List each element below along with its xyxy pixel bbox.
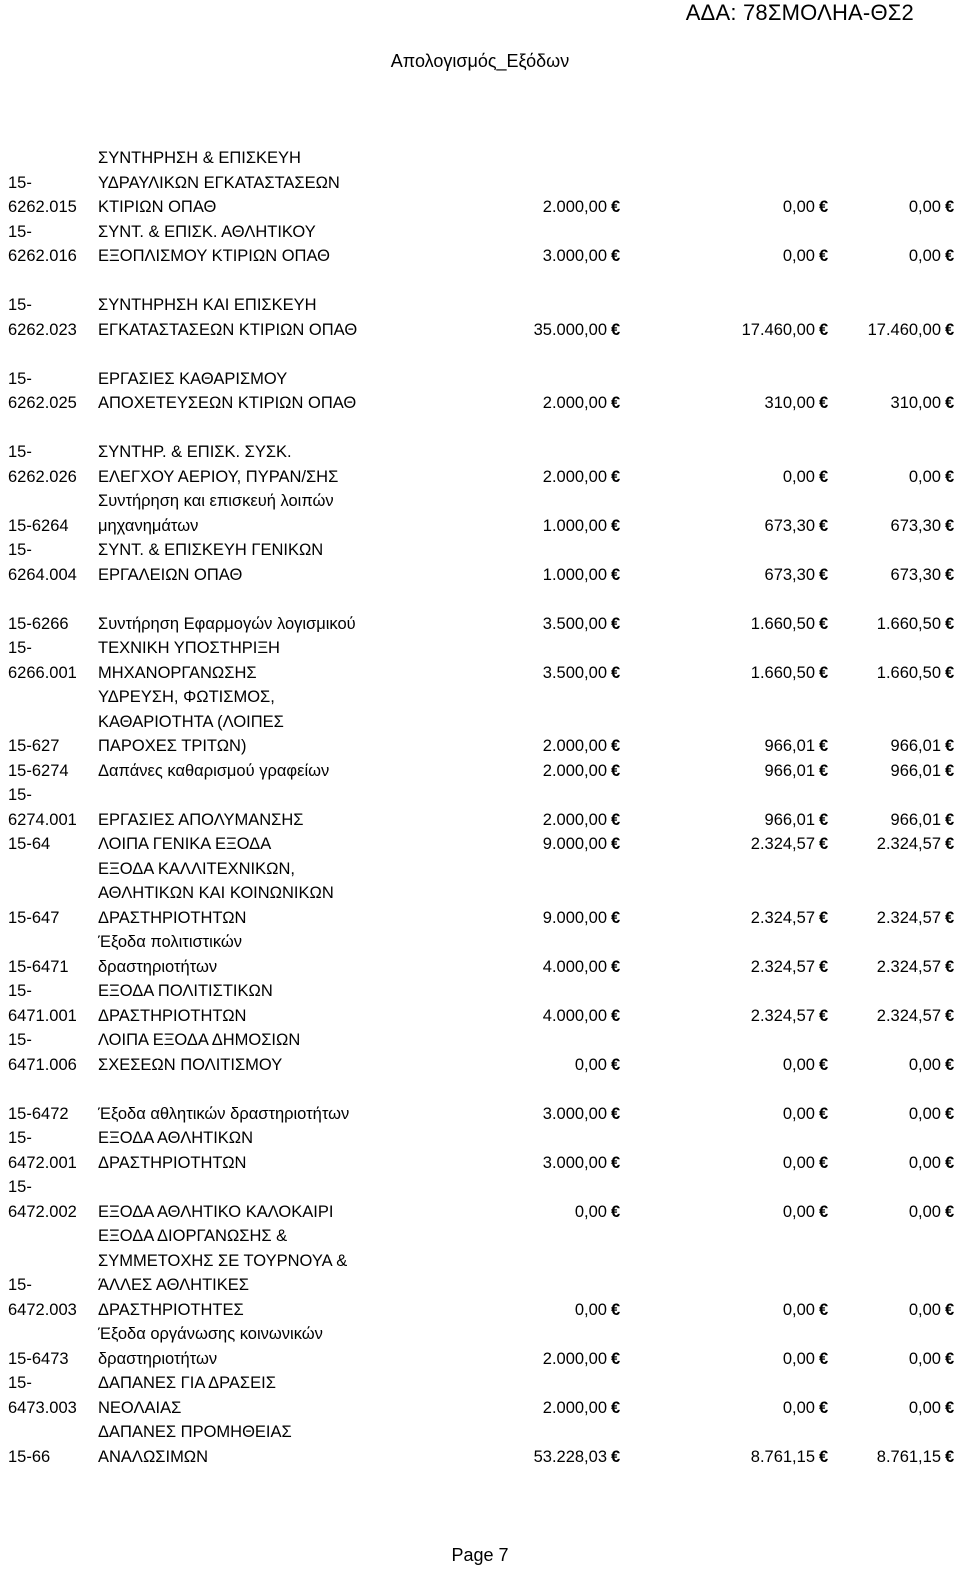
- euro-sign: €: [611, 394, 621, 412]
- budget-amount: 3.000,00: [542, 247, 607, 265]
- account-description: ΕΡΓΑΣΙΕΣ ΚΑΘΑΡΙΣΜΟΥ ΑΠΟΧΕΤΕΥΣΕΩΝ ΚΤΙΡΙΩΝ ΟΠΑΘ: [98, 369, 357, 412]
- committed-amount-cell: [625, 391, 833, 416]
- committed-amount: 2.324,57: [750, 957, 815, 976]
- table-row: [8, 1077, 958, 1126]
- euro-sign: €: [611, 614, 621, 633]
- euro-sign: €: [819, 908, 829, 927]
- account-code: 15- 6262.025: [8, 369, 77, 412]
- budget-amount-cell: [428, 1347, 625, 1372]
- budget-amount: 35.000,00: [533, 320, 607, 339]
- committed-amount-cell: [625, 955, 833, 980]
- paid-amount: 2.324,57: [876, 1006, 941, 1025]
- expense-table: [8, 146, 958, 1469]
- ada-identifier: ΑΔΑ: 78ΣΜΟΛΗΑ-ΘΣ2: [685, 0, 914, 25]
- paid-amount-cell: [833, 661, 959, 686]
- paid-amount: 1.660,50: [876, 663, 941, 682]
- paid-amount-cell: [833, 244, 959, 269]
- budget-amount: 2.000,00: [542, 467, 607, 486]
- committed-amount-cell: [625, 661, 833, 686]
- paid-amount-cell: [833, 1151, 959, 1176]
- paid-amount-cell: [833, 391, 959, 416]
- account-code: 15- 6262.023: [8, 296, 77, 339]
- table-row: [8, 1126, 958, 1175]
- budget-amount-cell: [428, 244, 625, 269]
- document-title: Απολογισμός_Εξόδων: [390, 51, 570, 71]
- committed-amount: 310,00: [764, 394, 815, 412]
- euro-sign: €: [819, 1398, 829, 1417]
- table-row: [8, 783, 958, 832]
- euro-sign: €: [945, 908, 955, 927]
- table-row: [8, 1224, 958, 1322]
- table-row: [8, 220, 958, 269]
- euro-sign: €: [819, 516, 829, 535]
- paid-amount-cell: [833, 1004, 959, 1029]
- budget-amount: 3.000,00: [542, 1104, 607, 1123]
- budget-amount: 3.000,00: [542, 1153, 607, 1172]
- committed-amount: 2.324,57: [750, 908, 815, 927]
- paid-amount: 966,01: [890, 737, 941, 755]
- budget-amount-cell: [428, 759, 625, 784]
- budget-amount-cell: [428, 906, 625, 931]
- committed-amount-cell: [625, 832, 833, 857]
- euro-sign: €: [819, 614, 829, 633]
- euro-sign: €: [945, 1398, 955, 1417]
- table-row: [8, 832, 958, 857]
- euro-sign: €: [945, 1447, 955, 1466]
- budget-amount-cell: [428, 832, 625, 857]
- budget-amount: 9.000,00: [542, 835, 607, 853]
- budget-amount-cell: [428, 563, 625, 588]
- euro-sign: €: [945, 1349, 955, 1368]
- account-code: 15-6473: [8, 1349, 69, 1368]
- euro-sign: €: [819, 1055, 829, 1074]
- account-description: ΣΥΝΤΗΡ. & ΕΠΙΣΚ. ΣΥΣΚ. ΕΛΕΓΧΟΥ ΑΕΡΙΟΥ, ΠΥΡΑΝ/ΣΗΣ: [98, 443, 339, 486]
- paid-amount-cell: [833, 1445, 959, 1470]
- committed-amount-cell: [625, 759, 833, 784]
- budget-amount: 1.000,00: [542, 565, 607, 584]
- paid-amount-cell: [833, 1053, 959, 1078]
- account-description: ΣΥΝΤΗΡΗΣΗ & ΕΠΙΣΚΕΥΗ ΥΔΡΑΥΛΙΚΩΝ ΕΓΚΑΤΑΣΤΑΣΕΩΝ ΚΤΙΡΙΩΝ ΟΠΑΘ: [98, 149, 340, 216]
- table-row: [8, 489, 958, 538]
- committed-amount: 966,01: [764, 810, 815, 829]
- budget-amount: 2.000,00: [542, 810, 607, 829]
- committed-amount: 1.660,50: [750, 614, 815, 633]
- euro-sign: €: [611, 761, 621, 780]
- euro-sign: €: [945, 663, 955, 682]
- account-code: 15-6472: [8, 1104, 69, 1123]
- euro-sign: €: [819, 1104, 829, 1123]
- budget-amount-cell: [428, 391, 625, 416]
- committed-amount-cell: [625, 1053, 833, 1078]
- euro-sign: €: [819, 737, 829, 755]
- euro-sign: €: [945, 1055, 955, 1074]
- paid-amount-cell: [833, 514, 959, 539]
- account-code: 15-6266: [8, 614, 69, 633]
- euro-sign: €: [611, 1104, 621, 1123]
- committed-amount-cell: [625, 1298, 833, 1323]
- euro-sign: €: [945, 1104, 955, 1123]
- account-code: 15- 6473.003: [8, 1374, 77, 1417]
- paid-amount-cell: [833, 1200, 959, 1225]
- account-description: ΛΟΙΠΑ ΕΞΟΔΑ ΔΗΜΟΣΙΩΝ ΣΧΕΣΕΩΝ ΠΟΛΙΤΙΣΜΟΥ: [98, 1031, 301, 1074]
- euro-sign: €: [945, 320, 955, 339]
- committed-amount: 2.324,57: [750, 835, 815, 853]
- committed-amount: 8.761,15: [750, 1447, 815, 1466]
- euro-sign: €: [611, 1153, 621, 1172]
- account-code: 15- 6262.026: [8, 443, 77, 486]
- paid-amount: 1.660,50: [876, 614, 941, 633]
- budget-amount: 9.000,00: [542, 908, 607, 927]
- budget-amount-cell: [428, 1004, 625, 1029]
- euro-sign: €: [611, 1006, 621, 1025]
- budget-amount-cell: [428, 465, 625, 490]
- budget-amount-cell: [428, 612, 625, 637]
- account-code: 15- 6471.006: [8, 1031, 77, 1074]
- euro-sign: €: [945, 737, 955, 755]
- euro-sign: €: [611, 737, 621, 755]
- account-description: Έξοδα οργάνωσης κοινωνικών δραστηριοτήτων: [98, 1325, 323, 1368]
- euro-sign: €: [945, 1300, 955, 1319]
- euro-sign: €: [611, 1300, 621, 1319]
- table-row: [8, 857, 958, 931]
- euro-sign: €: [819, 320, 829, 339]
- euro-sign: €: [611, 908, 621, 927]
- budget-amount: 0,00: [574, 1300, 607, 1319]
- account-code: 15-66: [8, 1447, 51, 1466]
- paid-amount: 0,00: [908, 1398, 941, 1417]
- budget-amount: 2.000,00: [542, 761, 607, 780]
- account-description: ΕΞΟΔΑ ΚΑΛΛΙΤΕΧΝΙΚΩΝ, ΑΘΛΗΤΙΚΩΝ ΚΑΙ ΚΟΙΝΩΝΙΚΩΝ ΔΡΑΣΤΗΡΙΟΤΗΤΩΝ: [98, 859, 334, 927]
- paid-amount: 2.324,57: [876, 908, 941, 927]
- committed-amount-cell: [625, 1102, 833, 1127]
- euro-sign: €: [819, 1006, 829, 1025]
- budget-amount-cell: [428, 195, 625, 220]
- budget-amount: 0,00: [574, 1055, 607, 1074]
- committed-amount-cell: [625, 563, 833, 588]
- paid-amount: 0,00: [908, 247, 941, 265]
- paid-amount-cell: [833, 318, 959, 343]
- table-row: [8, 1322, 958, 1371]
- euro-sign: €: [945, 394, 955, 412]
- budget-amount: 0,00: [574, 1202, 607, 1221]
- euro-sign: €: [945, 957, 955, 976]
- paid-amount-cell: [833, 832, 959, 857]
- euro-sign: €: [945, 810, 955, 829]
- committed-amount: 2.324,57: [750, 1006, 815, 1025]
- committed-amount: 17.460,00: [741, 320, 815, 339]
- budget-amount: 4.000,00: [542, 957, 607, 976]
- euro-sign: €: [945, 1202, 955, 1221]
- euro-sign: €: [611, 1349, 621, 1368]
- account-code: 15-64: [8, 835, 51, 853]
- table-row: [8, 979, 958, 1028]
- euro-sign: €: [945, 1153, 955, 1172]
- account-description: ΔΑΠΑΝΕΣ ΠΡΟΜΗΘΕΙΑΣ ΑΝΑΛΩΣΙΜΩΝ: [98, 1423, 292, 1466]
- account-code: 15- 6262.016: [8, 222, 77, 265]
- euro-sign: €: [611, 320, 621, 339]
- paid-amount-cell: [833, 906, 959, 931]
- account-description: ΣΥΝΤ. & ΕΠΙΣΚ. ΑΘΛΗΤΙΚΟΥ ΕΞΟΠΛΙΣΜΟΥ ΚΤΙΡΙΩΝ ΟΠΑΘ: [98, 222, 330, 265]
- committed-amount-cell: [625, 1445, 833, 1470]
- committed-amount-cell: [625, 612, 833, 637]
- paid-amount-cell: [833, 1347, 959, 1372]
- paid-amount: 2.324,57: [876, 835, 941, 853]
- account-code: 15-6471: [8, 957, 69, 976]
- account-description: ΕΞΟΔΑ ΠΟΛΙΤΙΣΤΙΚΩΝ ΔΡΑΣΤΗΡΙΟΤΗΤΩΝ: [98, 982, 273, 1025]
- paid-amount-cell: [833, 612, 959, 637]
- euro-sign: €: [611, 663, 621, 682]
- budget-amount: 4.000,00: [542, 1006, 607, 1025]
- paid-amount: 0,00: [908, 1349, 941, 1368]
- euro-sign: €: [611, 516, 621, 535]
- euro-sign: €: [819, 1447, 829, 1466]
- euro-sign: €: [819, 957, 829, 976]
- paid-amount-cell: [833, 808, 959, 833]
- table-row: [8, 587, 958, 636]
- account-code: 15-6264: [8, 516, 69, 535]
- account-description: ΔΑΠΑΝΕΣ ΓΙΑ ΔΡΑΣΕΙΣ ΝΕΟΛΑΙΑΣ: [98, 1374, 276, 1417]
- euro-sign: €: [945, 565, 955, 584]
- committed-amount: 0,00: [782, 467, 815, 486]
- account-description: Δαπάνες καθαρισμού γραφείων: [98, 761, 330, 780]
- account-description: ΥΔΡΕΥΣΗ, ΦΩΤΙΣΜΟΣ, ΚΑΘΑΡΙΟΤΗΤΑ (ΛΟΙΠΕΣ ΠΑΡΟΧΕΣ ΤΡΙΤΩΝ): [98, 688, 284, 755]
- euro-sign: €: [945, 761, 955, 780]
- euro-sign: €: [611, 1398, 621, 1417]
- budget-amount: 2.000,00: [542, 1349, 607, 1368]
- paid-amount-cell: [833, 734, 959, 759]
- table-row: [8, 930, 958, 979]
- account-description: ΛΟΙΠΑ ΓΕΝΙΚΑ ΕΞΟΔΑ: [98, 835, 272, 853]
- account-code: 15-6274: [8, 761, 69, 780]
- euro-sign: €: [945, 467, 955, 486]
- budget-amount-cell: [428, 1298, 625, 1323]
- euro-sign: €: [945, 247, 955, 265]
- budget-amount: 1.000,00: [542, 516, 607, 535]
- account-description: Συντήρηση και επισκευή λοιπών μηχανημάτων: [98, 492, 334, 535]
- budget-amount-cell: [428, 1151, 625, 1176]
- euro-sign: €: [611, 1447, 621, 1466]
- euro-sign: €: [819, 565, 829, 584]
- committed-amount-cell: [625, 1200, 833, 1225]
- paid-amount: 0,00: [908, 1202, 941, 1221]
- committed-amount: 966,01: [764, 761, 815, 780]
- paid-amount: 310,00: [890, 394, 941, 412]
- committed-amount: 0,00: [782, 1153, 815, 1172]
- budget-amount-cell: [428, 808, 625, 833]
- table-row: [8, 1175, 958, 1224]
- account-description: ΤΕΧΝΙΚΗ ΥΠΟΣΤΗΡΙΞΗ ΜΗΧΑΝΟΡΓΑΝΩΣΗΣ: [98, 639, 280, 682]
- euro-sign: €: [611, 467, 621, 486]
- paid-amount: 0,00: [908, 1104, 941, 1123]
- budget-amount-cell: [428, 1445, 625, 1470]
- committed-amount: 1.660,50: [750, 663, 815, 682]
- euro-sign: €: [819, 810, 829, 829]
- paid-amount: 0,00: [908, 198, 941, 216]
- budget-amount: 53.228,03: [533, 1447, 607, 1466]
- budget-amount: 2.000,00: [542, 198, 607, 216]
- euro-sign: €: [819, 761, 829, 780]
- budget-amount-cell: [428, 318, 625, 343]
- paid-amount: 673,30: [890, 516, 941, 535]
- account-code: 15-627: [8, 737, 60, 755]
- budget-amount: 2.000,00: [542, 1398, 607, 1417]
- euro-sign: €: [611, 565, 621, 584]
- table-row: [8, 1420, 958, 1469]
- account-code: 15- 6472.002: [8, 1178, 77, 1221]
- committed-amount: 0,00: [782, 1349, 815, 1368]
- euro-sign: €: [819, 1153, 829, 1172]
- account-code: 15- 6274.001: [8, 786, 77, 829]
- account-code: 15-647: [8, 908, 60, 927]
- committed-amount-cell: [625, 906, 833, 931]
- account-description: ΕΞΟΔΑ ΔΙΟΡΓΑΝΩΣΗΣ & ΣΥΜΜΕΤΟΧΗΣ ΣΕ ΤΟΥΡΝΟΥΑ & ΆΛΛΕΣ ΑΘΛΗΤΙΚΕΣ ΔΡΑΣΤΗΡΙΟΤΗΤΕΣ: [98, 1227, 348, 1319]
- euro-sign: €: [611, 1055, 621, 1074]
- paid-amount: 0,00: [908, 1153, 941, 1172]
- account-code: 15- 6472.001: [8, 1129, 77, 1172]
- committed-amount-cell: [625, 1396, 833, 1421]
- committed-amount-cell: [625, 195, 833, 220]
- committed-amount-cell: [625, 514, 833, 539]
- committed-amount: 673,30: [764, 565, 815, 584]
- table-row: [8, 269, 958, 343]
- committed-amount: 0,00: [782, 198, 815, 216]
- committed-amount: 0,00: [782, 1202, 815, 1221]
- page-number: Page 7: [451, 1545, 509, 1565]
- euro-sign: €: [611, 1202, 621, 1221]
- paid-amount: 2.324,57: [876, 957, 941, 976]
- table-row: [8, 416, 958, 490]
- paid-amount: 8.761,15: [876, 1447, 941, 1466]
- euro-sign: €: [945, 1006, 955, 1025]
- paid-amount-cell: [833, 1102, 959, 1127]
- euro-sign: €: [819, 394, 829, 412]
- paid-amount: 0,00: [908, 467, 941, 486]
- account-description: ΣΥΝΤ. & ΕΠΙΣΚΕΥΗ ΓΕΝΙΚΩΝ ΕΡΓΑΛΕΙΩΝ ΟΠΑΘ: [98, 541, 324, 584]
- euro-sign: €: [819, 467, 829, 486]
- committed-amount: 0,00: [782, 1300, 815, 1319]
- committed-amount: 966,01: [764, 737, 815, 755]
- paid-amount-cell: [833, 1298, 959, 1323]
- account-description: Έξοδα αθλητικών δραστηριοτήτων: [98, 1104, 350, 1123]
- budget-amount-cell: [428, 1102, 625, 1127]
- account-code: 15- 6262.015: [8, 173, 77, 216]
- table-row: [8, 636, 958, 685]
- account-code: 15- 6264.004: [8, 541, 77, 584]
- committed-amount: 0,00: [782, 1104, 815, 1123]
- paid-amount: 0,00: [908, 1055, 941, 1074]
- budget-amount-cell: [428, 955, 625, 980]
- euro-sign: €: [611, 198, 621, 216]
- committed-amount-cell: [625, 1004, 833, 1029]
- table-row: [8, 1371, 958, 1420]
- committed-amount: 0,00: [782, 1398, 815, 1417]
- budget-amount: 3.500,00: [542, 614, 607, 633]
- euro-sign: €: [611, 810, 621, 829]
- euro-sign: €: [819, 1300, 829, 1319]
- paid-amount-cell: [833, 955, 959, 980]
- budget-amount-cell: [428, 514, 625, 539]
- budget-amount-cell: [428, 1053, 625, 1078]
- paid-amount-cell: [833, 465, 959, 490]
- euro-sign: €: [611, 247, 621, 265]
- table-row: [8, 685, 958, 759]
- budget-amount-cell: [428, 661, 625, 686]
- table-row: [8, 146, 958, 220]
- budget-amount: 2.000,00: [542, 737, 607, 755]
- euro-sign: €: [819, 198, 829, 216]
- account-description: Έξοδα πολιτιστικών δραστηριοτήτων: [98, 933, 243, 976]
- table-row: [8, 538, 958, 587]
- paid-amount: 673,30: [890, 565, 941, 584]
- committed-amount-cell: [625, 1347, 833, 1372]
- euro-sign: €: [819, 663, 829, 682]
- paid-amount-cell: [833, 195, 959, 220]
- euro-sign: €: [819, 247, 829, 265]
- euro-sign: €: [611, 957, 621, 976]
- committed-amount: 673,30: [764, 516, 815, 535]
- paid-amount: 966,01: [890, 810, 941, 829]
- committed-amount: 0,00: [782, 1055, 815, 1074]
- account-description: ΕΞΟΔΑ ΑΘΛΗΤΙΚΟ ΚΑΛΟΚΑΙΡΙ: [98, 1202, 334, 1221]
- budget-amount: 3.500,00: [542, 663, 607, 682]
- paid-amount-cell: [833, 1396, 959, 1421]
- budget-amount-cell: [428, 734, 625, 759]
- account-code: 15- 6471.001: [8, 982, 77, 1025]
- table-row: [8, 1028, 958, 1077]
- euro-sign: €: [819, 835, 829, 853]
- budget-amount-cell: [428, 1396, 625, 1421]
- committed-amount: 0,00: [782, 247, 815, 265]
- euro-sign: €: [945, 516, 955, 535]
- euro-sign: €: [819, 1349, 829, 1368]
- account-description: Συντήρηση Εφαρμογών λογισμικού: [98, 614, 356, 633]
- committed-amount-cell: [625, 244, 833, 269]
- committed-amount-cell: [625, 1151, 833, 1176]
- committed-amount-cell: [625, 734, 833, 759]
- paid-amount: 0,00: [908, 1300, 941, 1319]
- table-row: [8, 759, 958, 784]
- euro-sign: €: [611, 835, 621, 853]
- paid-amount: 17.460,00: [867, 320, 941, 339]
- paid-amount: 966,01: [890, 761, 941, 780]
- account-description: ΣΥΝΤΗΡΗΣΗ ΚΑΙ ΕΠΙΣΚΕΥΗ ΕΓΚΑΤΑΣΤΑΣΕΩΝ ΚΤΙΡΙΩΝ ΟΠΑΘ: [98, 296, 358, 339]
- committed-amount-cell: [625, 318, 833, 343]
- table-row: [8, 342, 958, 416]
- budget-amount: 2.000,00: [542, 394, 607, 412]
- committed-amount-cell: [625, 808, 833, 833]
- euro-sign: €: [819, 1202, 829, 1221]
- paid-amount-cell: [833, 759, 959, 784]
- account-code: 15- 6472.003: [8, 1276, 77, 1319]
- paid-amount-cell: [833, 563, 959, 588]
- budget-amount-cell: [428, 1200, 625, 1225]
- euro-sign: €: [945, 198, 955, 216]
- account-code: 15- 6266.001: [8, 639, 77, 682]
- account-description: ΕΡΓΑΣΙΕΣ ΑΠΟΛΥΜΑΝΣΗΣ: [98, 810, 304, 829]
- euro-sign: €: [945, 835, 955, 853]
- euro-sign: €: [945, 614, 955, 633]
- account-description: ΕΞΟΔΑ ΑΘΛΗΤΙΚΩΝ ΔΡΑΣΤΗΡΙΟΤΗΤΩΝ: [98, 1129, 254, 1172]
- committed-amount-cell: [625, 465, 833, 490]
